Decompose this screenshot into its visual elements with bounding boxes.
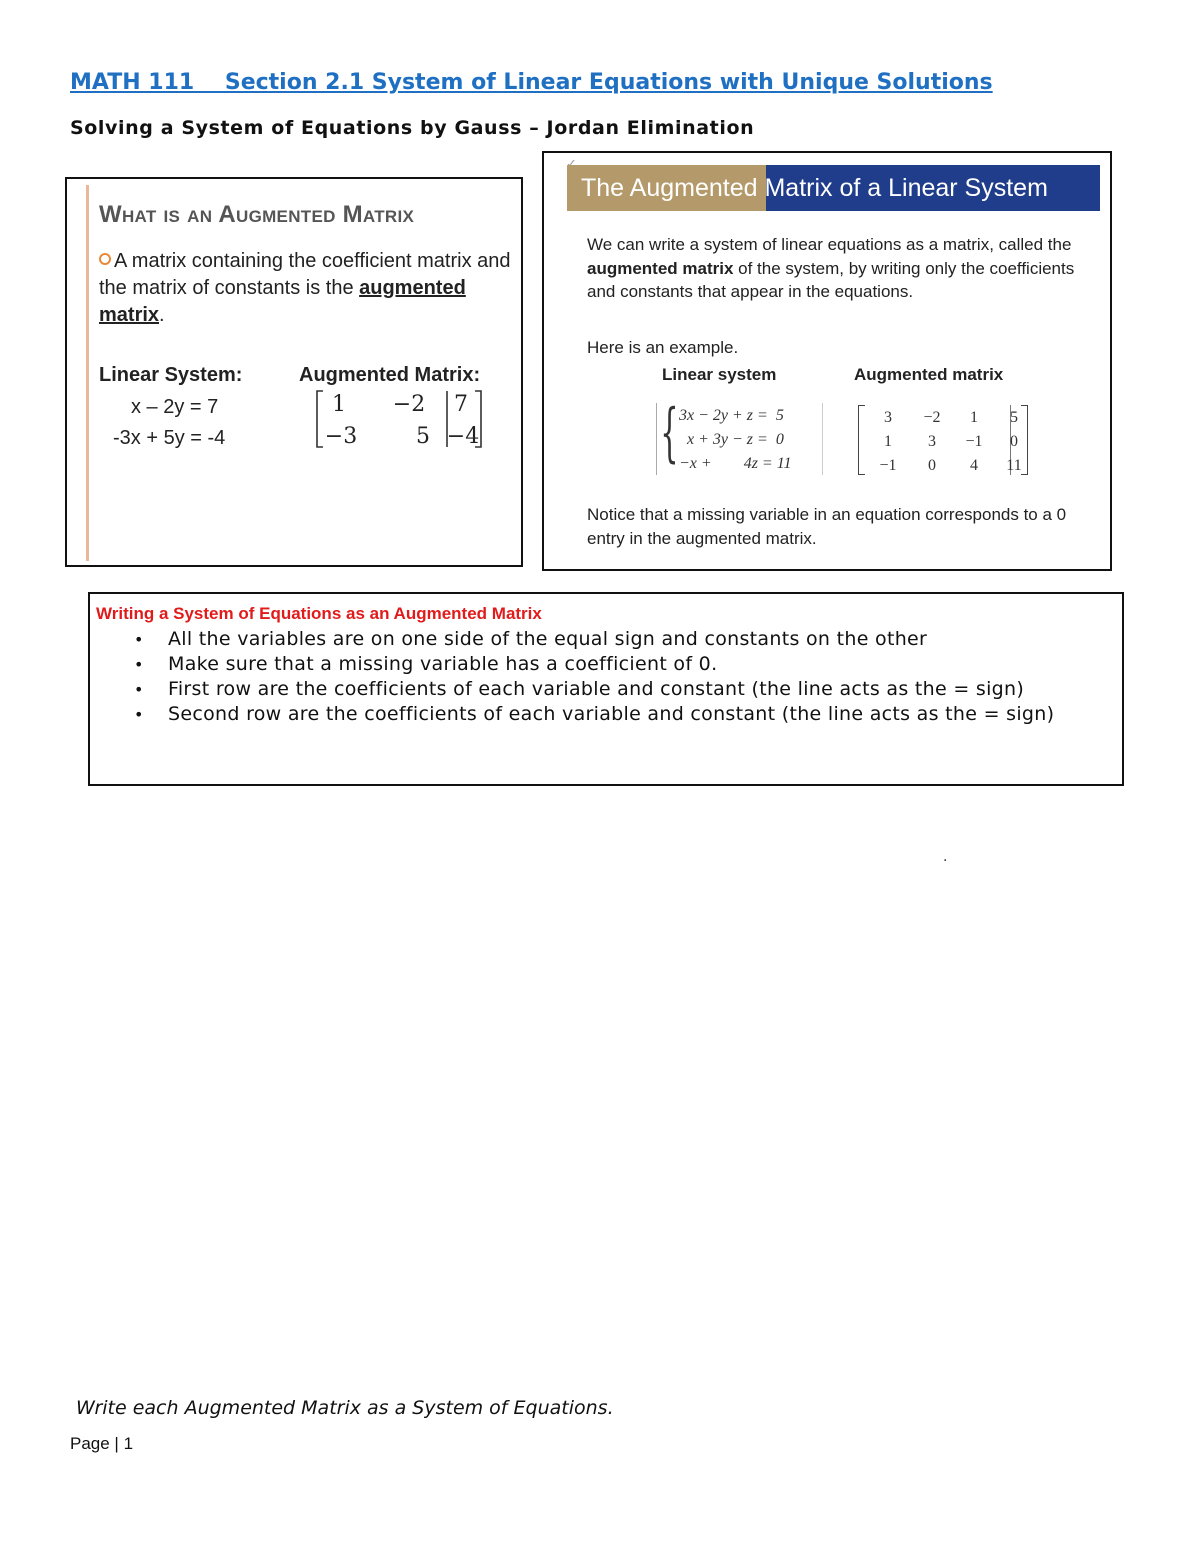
augmented-matrix-slide-right: [542, 151, 1112, 571]
linear-system-label: Linear System:: [99, 364, 243, 386]
matrix-cell: 5: [1010, 409, 1018, 426]
matrix-cell: 5: [416, 424, 430, 449]
matrix-cell: −1: [879, 457, 897, 474]
augmented-matrix-3x4: [858, 405, 1028, 477]
matrix-cell: 3: [928, 433, 936, 450]
page-footer: Page | 1: [70, 1434, 134, 1453]
slide-right-example-intro: Here is an example.: [587, 338, 739, 357]
augmented-matrix-notes: [88, 592, 1124, 786]
slide-right-heading: The Augmented Matrix of a Linear System: [581, 174, 1048, 202]
augmented-matrix-label: Augmented Matrix:: [299, 364, 481, 386]
slide-right-intro: We can write a system of linear equations as a matrix, called the augmented matrix of the system, by writing only the coefficients and constants that appear in the equations.: [587, 235, 1075, 301]
matrix-cell: 7: [454, 392, 468, 417]
linear-system-label: Linear system: [662, 365, 777, 384]
bullet-icon: •: [134, 655, 144, 674]
system-row: −x + 4z = 11: [679, 455, 792, 472]
matrix-cell: 0: [1010, 433, 1018, 450]
matrix-cell: −3: [324, 424, 358, 449]
list-item: • Make sure that a missing variable has a coefficient of 0.: [134, 653, 718, 675]
matrix-cell: 3: [884, 409, 892, 426]
matrix-cell: 1: [884, 433, 892, 450]
equation-1: x – 2y = 7: [131, 396, 219, 418]
notes-title: Writing a System of Equations as an Augmented Matrix: [96, 604, 542, 623]
matrix-left-bracket: [858, 405, 865, 475]
slide-left-heading: What is an Augmented Matrix: [99, 201, 415, 228]
matrix-cell: 11: [1006, 457, 1022, 474]
equation-2: -3x + 5y = -4: [113, 427, 226, 449]
linear-system-3x3: [656, 396, 823, 475]
bullet-icon: •: [134, 680, 144, 699]
left-brace-icon: {: [660, 396, 679, 470]
matrix-cell: 4: [970, 457, 978, 474]
matrix-cell: 0: [928, 457, 936, 474]
instruction-text: Write each Augmented Matrix as a System of Equations.: [76, 1397, 614, 1419]
augmented-matrix-label: Augmented matrix: [854, 365, 1004, 384]
augmented-matrix-term: augmented matrix: [99, 277, 466, 326]
augmented-matrix-slide-left: [65, 177, 523, 567]
matrix-cell: −4: [446, 424, 480, 449]
bullet-icon: •: [134, 705, 144, 724]
slide-right-note: Notice that a missing variable in an equation corresponds to a 0 entry in the augmented matrix.: [587, 505, 1067, 548]
list-item: • All the variables are on one side of the equal sign and constants on the other: [134, 628, 928, 650]
list-item: • First row are the coefficients of each variable and constant (the line acts as the = sign): [134, 678, 1025, 700]
augmented-matrix-2x3: [315, 387, 495, 457]
matrix-cell: 1: [332, 392, 346, 417]
list-item: • Second row are the coefficients of each variable and constant (the line acts as the = sign): [134, 703, 1055, 725]
matrix-left-bracket: [317, 391, 323, 447]
matrix-cell: 1: [970, 409, 978, 426]
circle-bullet-icon: [99, 253, 111, 265]
matrix-cell: −1: [965, 433, 983, 450]
matrix-cell: −2: [923, 409, 941, 426]
system-row: x + 3y − z = 0: [679, 431, 784, 448]
system-row: 3x − 2y + z = 5: [679, 407, 784, 424]
matrix-cell: −2: [392, 392, 426, 417]
page-subtitle: Solving a System of Equations by Gauss – Jordan Elimination: [70, 117, 755, 139]
bullet-icon: •: [134, 630, 144, 649]
slide-accent-rule: [86, 185, 89, 561]
page-title: MATH 111 Section 2.1 System of Linear Equations with Unique Solutions: [70, 70, 993, 95]
notes-list: [96, 627, 1106, 727]
slide-left-definition: A matrix containing the coefficient matrix and the matrix of constants is the augmented matrix.: [99, 250, 511, 326]
stray-dot: .: [943, 849, 948, 865]
